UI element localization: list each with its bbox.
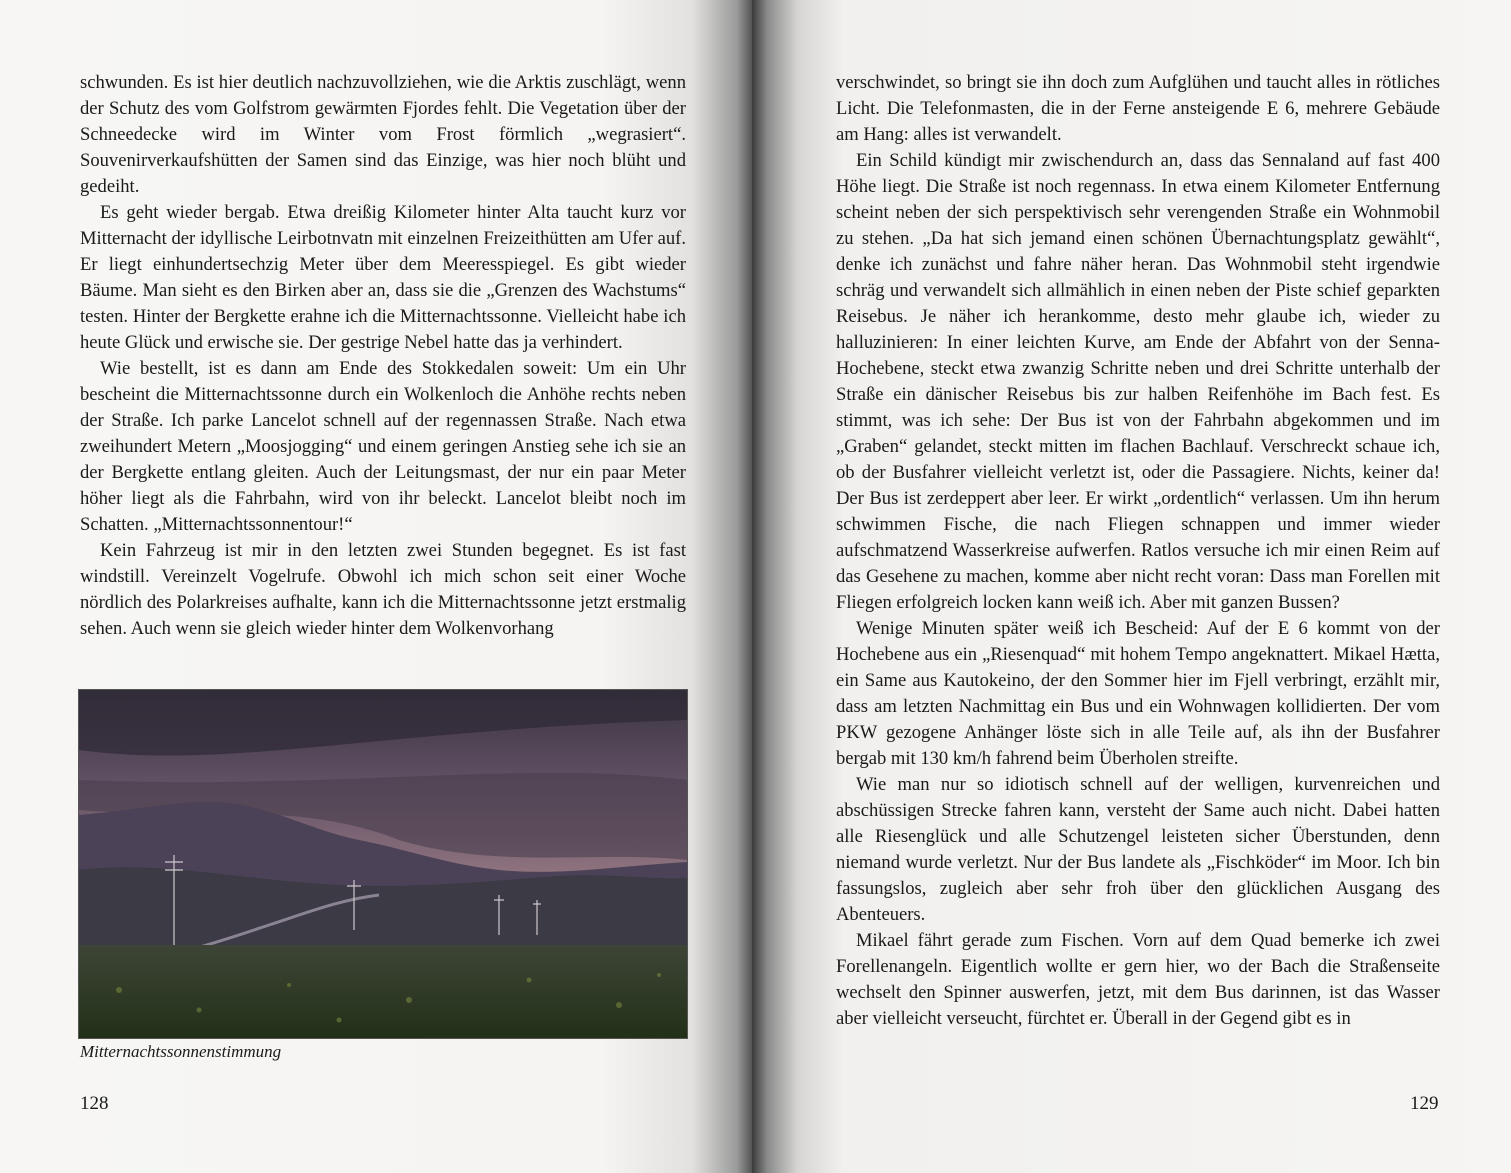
paragraph: Es geht wieder bergab. Etwa dreißig Kilometer hinter Alta taucht kurz vor Mitternacht der idyllische Leirbotnvatn mit einzelnen Freizeithütten am Ufer auf. Er liegt einhundertsechzig Meter über dem Meeresspiegel. Es gibt wieder Bäume. Man sieht es den Birken aber an, dass sie die „Grenzen des Wachstums“ testen. Hinter der Bergkette erahne ich die Mitternachtssonne. Vielleicht habe ich heute Glück und erwische sie. Der gestrige Nebel hatte das ja verhindert. bbox=[80, 202, 686, 353]
page-number: 129 bbox=[1410, 1093, 1439, 1114]
paragraph: Wie bestellt, ist es dann am Ende des Stokkedalen soweit: Um ein Uhr bescheint die Mitternachtssonne durch ein Wolkenloch die Anhöhe rechts neben der Straße. Ich parke Lancelot schnell auf der regennassen Straße. Nach etwa zweihundert Metern „Moosjogging“ und einem geringen Anstieg sehe ich sie an der Bergkette entlang gleiten. Auch der Leitungsmast, der nur ein paar Meter höher liegt als die Fahrbahn, wird von ihr beleckt. Lancelot bleibt noch im Schatten. „Mitternachtssonnentour!“ bbox=[80, 358, 686, 535]
paragraph: schwunden. Es ist hier deutlich nachzuvollziehen, wie die Arktis zuschlägt, wenn der Schutz des vom Golfstrom gewärmten Fjordes fehlt. Die Vegetation über der Schneedecke wird im Winter vom Frost förmlich „wegrasiert“. Souvenirverkaufshütten der Samen sind das Einzige, was hier noch blüht und gedeiht. bbox=[80, 72, 686, 197]
paragraph: Wenige Minuten später weiß ich Bescheid: Auf der E 6 kommt von der Hochebene aus ein „Riesenquad“ mit hohem Tempo angeknattert. Mikael Hætta, ein Same aus Kautokeino, der den Sommer hier im Fjell verbringt, erzählt mir, dass am letzten Nachmittag ein Bus und ein Wohnwagen kollidierten. Der vom PKW gezogene Anhänger löste sich in alle Teile auf, als ihn der Busfahrer bergab mit 130 km/h fahrend beim Überholen streifte. bbox=[836, 618, 1440, 769]
paragraph: Ein Schild kündigt mir zwischendurch an, dass das Sennaland auf fast 400 Höhe liegt. Die Straße ist noch regennass. In etwa einem Kilometer Entfernung scheint neben der sich perspektivisch sehr verengenden Straße ein Wohnmobil zu stehen. „Da hat sich jemand einen schönen Übernachtungsplatz gewählt“, denke ich zunächst und fahre näher heran. Das Wohnmobil steht irgendwie schräg und verwandelt sich allmählich in einen neben der Piste schief geparkten Reisebus. Je näher ich herankomme, desto mehr glaube ich, wieder zu halluzinieren: In einer leichten Kurve, am Ende der Abfahrt von der Senna-Hochebene, steckt etwa zwanzig Schritte neben und drei Schritte unterhalb der Straße ein dänischer Reisebus bis zur halben Reifenhöhe im Bach fest. Es stimmt, was ich sehe: Der Bus ist von der Fahrbahn abgekommen und im „Graben“ gelandet, steckt mitten im flachen Bachlauf. Verschreckt schaue ich, ob der Busfahrer vielleicht verletzt ist, oder die Passagiere. Nichts, keiner da! Der Bus ist zerdeppert aber leer. Er wirkt „ordentlich“ verlassen. Um ihn herum schwimmen Fische, die nach Fliegen schnappen und immer wieder aufschmatzend Wasserkreise aufwerfen. Ratlos versuche ich mir einen Reim auf das Gesehene zu machen, komme aber nicht recht voran: Dass man Forellen mit Fliegen erfolgreich locken kann weiß ich. Aber mit ganzen Bussen? bbox=[836, 150, 1440, 613]
left-body-text bbox=[80, 70, 686, 642]
right-body-text bbox=[836, 70, 1440, 1032]
left-page bbox=[0, 0, 752, 1173]
paragraph: verschwindet, so bringt sie ihn doch zum Aufglühen und taucht alles in rötliches Licht. Die Telefonmasten, die in der Ferne ansteigende E 6, mehrere Gebäude am Hang: alles ist verwandelt. bbox=[836, 72, 1440, 145]
photo-caption: Mitternachtssonnenstimmung bbox=[80, 1042, 282, 1061]
paragraph: Kein Fahrzeug ist mir in den letzten zwei Stunden begegnet. Es ist fast windstill. Vereinzelt Vogelrufe. Obwohl ich mich schon seit einer Woche nördlich des Polarkreises aufhalte, kann ich die Mitternachtssonne jetzt erstmalig sehen. Auch wenn sie gleich wieder hinter dem Wolkenvorhang bbox=[80, 540, 686, 639]
page-number: 128 bbox=[80, 1093, 109, 1114]
paragraph: Wie man nur so idiotisch schnell auf der welligen, kurvenreichen und abschüssigen Strecke fahren kann, versteht der Same auch nicht. Dabei hatten alle Riesenglück und alle Schutzengel leisteten sicher Überstunden, denn niemand wurde verletzt. Nur der Bus landete als „Fischköder“ im Moor. Ich bin fassungslos, zugleich aber sehr froh über den glücklichen Ausgang des Abenteuers. bbox=[836, 774, 1440, 925]
landscape-photo bbox=[78, 689, 688, 1039]
paragraph: Mikael fährt gerade zum Fischen. Vorn auf dem Quad bemerke ich zwei Forellenangeln. Eigentlich wollte er gern hier, wo der Bach die Straßenseite wechselt den Spinner auswerfen, jetzt, mit dem Bus darinnen, ist das Wasser aber vielleicht verseucht, fürchtet er. Überall in der Gegend gibt es in bbox=[836, 930, 1440, 1029]
